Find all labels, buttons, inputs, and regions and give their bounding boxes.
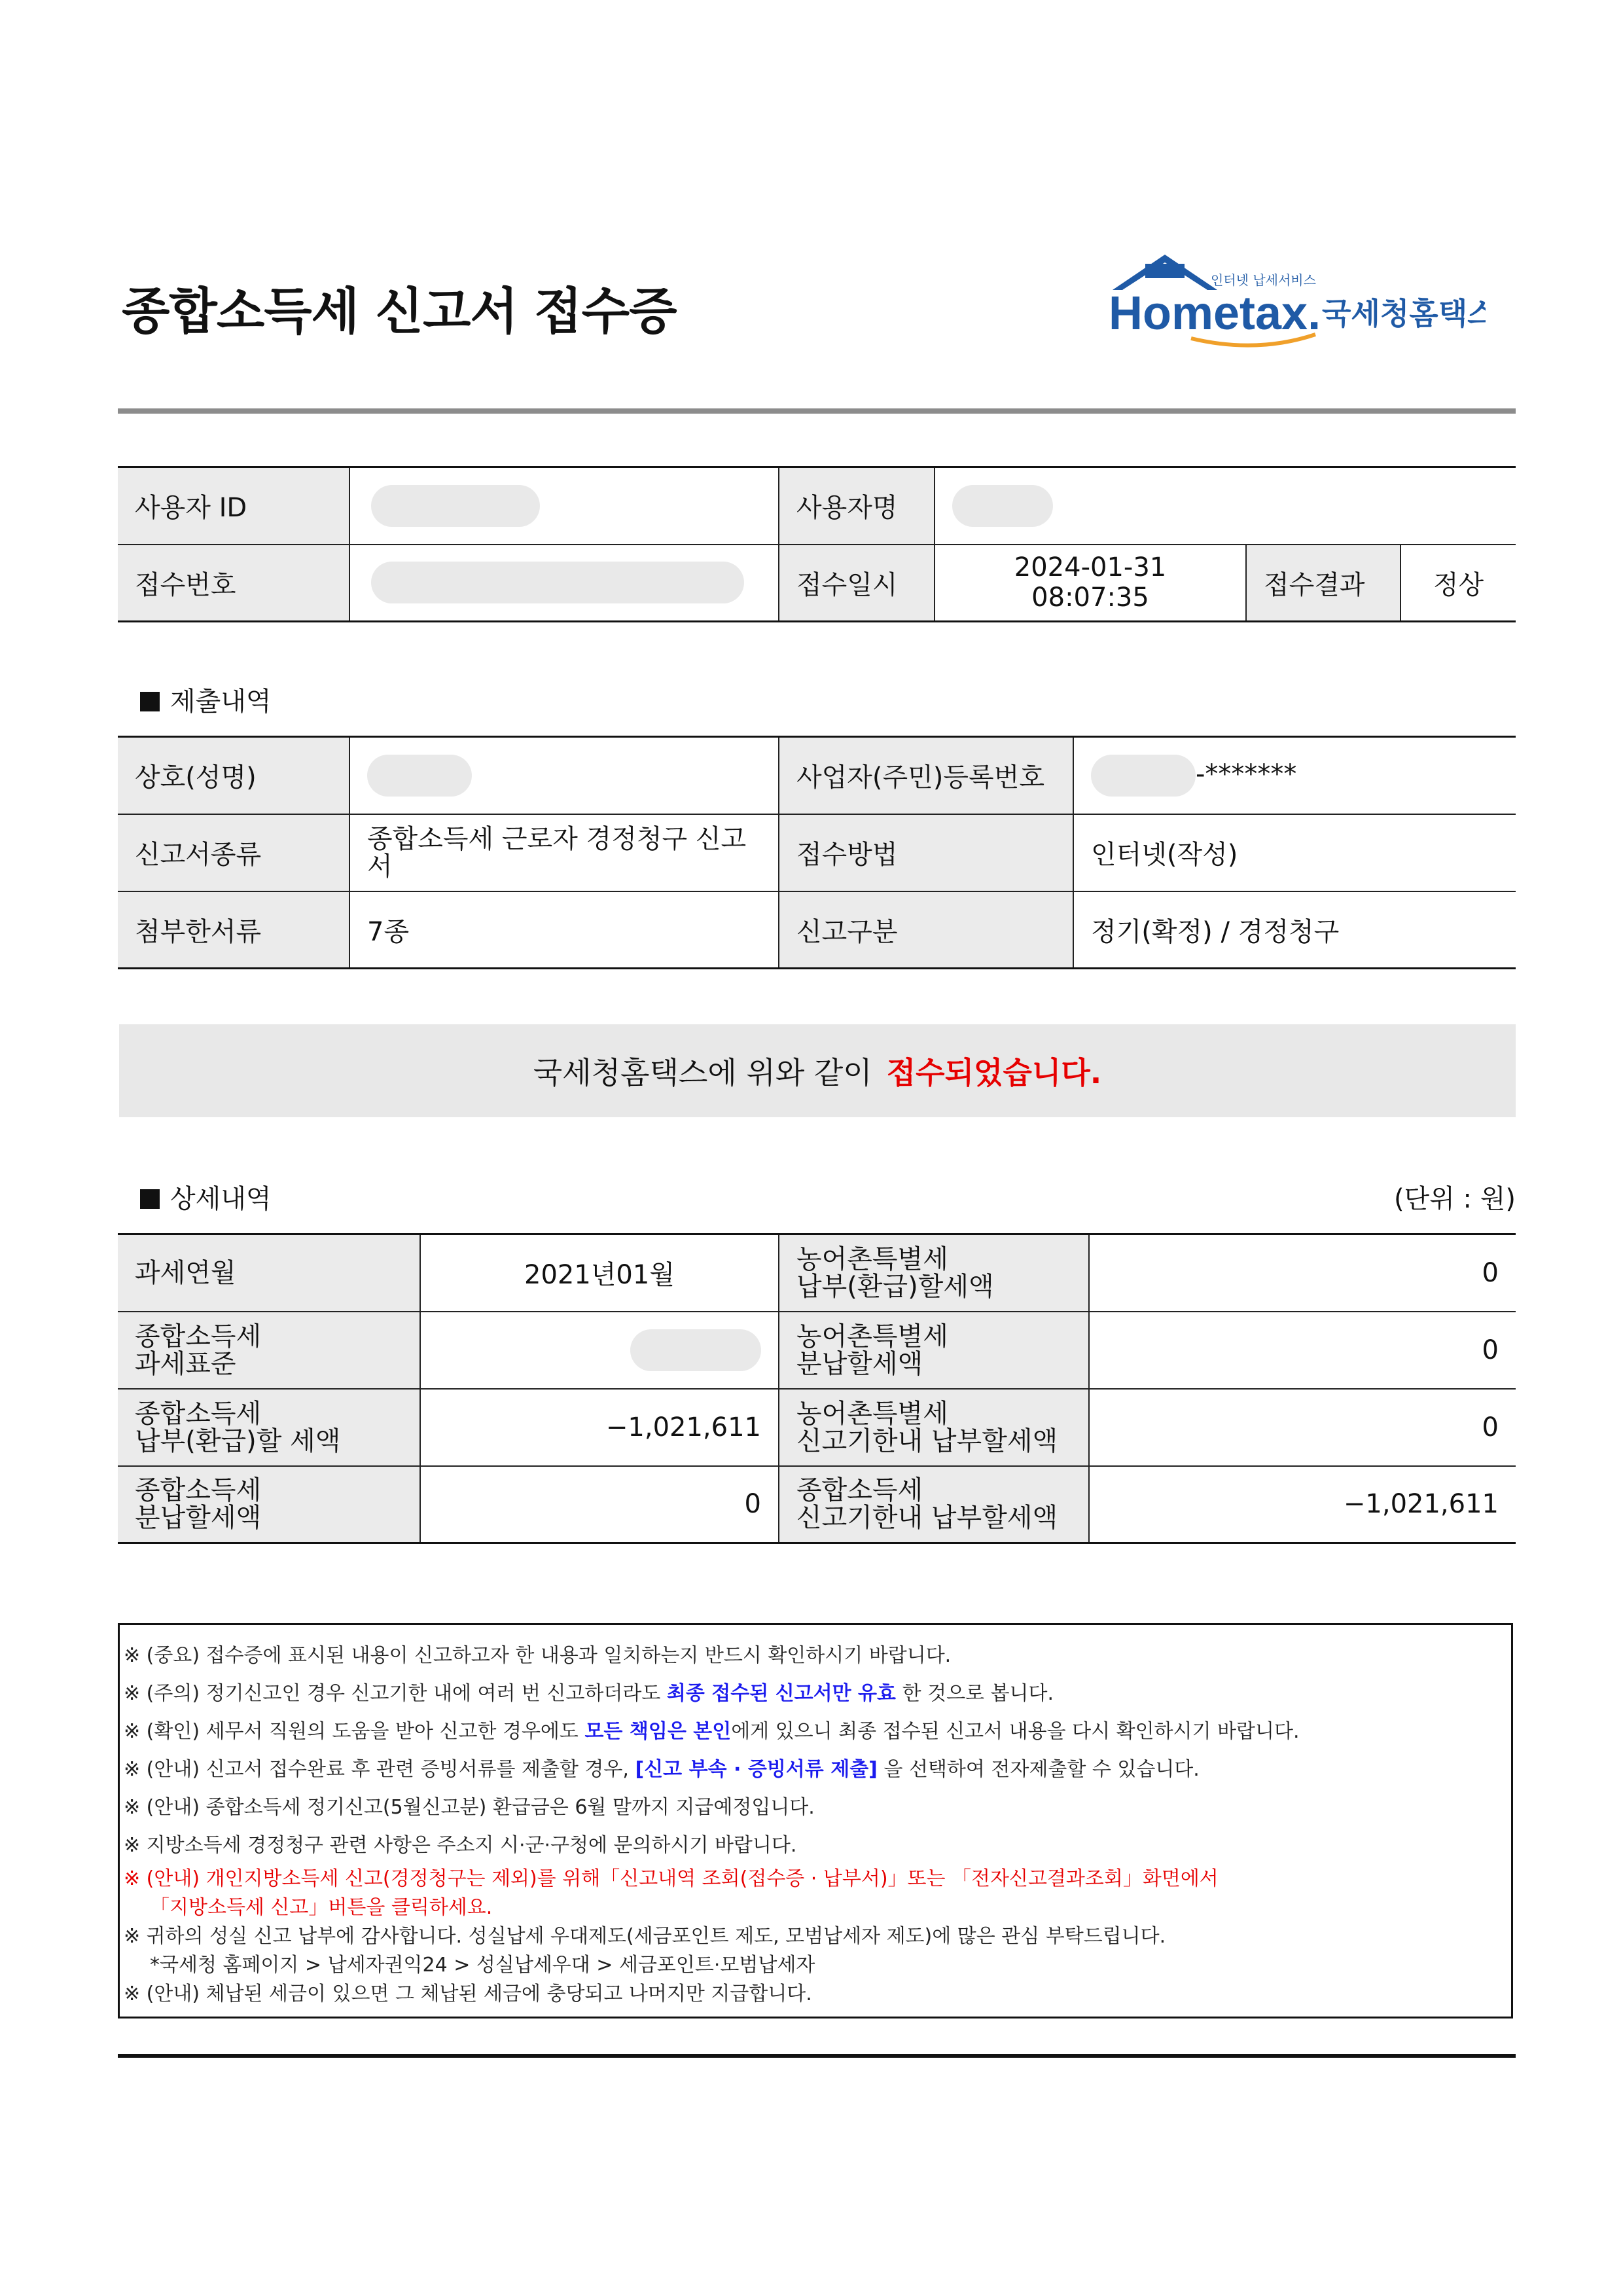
logo-main-text: Hometax.	[1109, 287, 1321, 340]
attachments-label: 첨부한서류	[118, 891, 349, 969]
notice-line-3: ※ (확인) 세무서 직원의 도움을 받아 신고한 경우에도 모든 책임은 본인에게 있으니 최종 접수된 신고서 내용을 다시 확인하시기 바랍니다.	[124, 1720, 1300, 1743]
notice-line-8-cont: *국세청 홈페이지 > 납세자권익24 > 성실납세우대 > 세금포인트·모범납세자	[150, 1954, 815, 1977]
logo-org-name: 국세청홈택스	[1322, 296, 1486, 331]
notice-line-2: ※ (주의) 정기신고인 경우 신고기한 내에 여러 번 신고하더라도 최종 접수된 신고서만 유효 한 것으로 봅니다.	[124, 1682, 1054, 1705]
notice-line-7: ※ (안내) 개인지방소득세 신고(경정청구는 제외)를 위해「신고내역 조회(접수증 · 납부서)」또는 「전자신고결과조회」화면에서	[124, 1867, 1219, 1890]
detail-value-rural-tax-payable: 0	[1089, 1234, 1516, 1312]
detail-label-tax-base: 종합소득세 과세표준	[118, 1312, 420, 1389]
notice-line-1: ※ (중요) 접수증에 표시된 내용이 신고하고자 한 내용과 일치하는지 반드시 확인하시기 바랍니다.	[124, 1644, 952, 1667]
notice-line-9: ※ (안내) 체납된 세금이 있으면 그 체납된 세금에 충당되고 나머지만 지급합니다.	[124, 1982, 812, 2005]
receipt-result-label: 접수결과	[1246, 545, 1400, 622]
form-type-label: 신고서종류	[118, 814, 349, 891]
hometax-logo	[1106, 252, 1486, 350]
receipt-date-value: 2024-01-31 08:07:35	[935, 545, 1246, 622]
logo-tagline: 인터넷 납세서비스	[1211, 272, 1316, 288]
banner-highlight: 접수되었습니다.	[886, 1055, 1102, 1090]
filing-category-label: 신고구분	[779, 891, 1073, 969]
redacted-user-name	[952, 485, 1053, 527]
detail-label-rural-tax-payable: 농어촌특별세 납부(환급)할세액	[779, 1234, 1089, 1312]
redacted-registration-number	[1091, 755, 1196, 797]
page-title: 종합소득세 신고서 접수증	[122, 282, 677, 340]
user-name-value	[935, 467, 1516, 545]
detail-value-tax-period: 2021년01월	[420, 1234, 779, 1312]
notice-line-4: ※ (안내) 신고서 접수완료 후 관련 증빙서류를 제출할 경우, [신고 부속 · 증빙서류 제출] 을 선택하여 전자제출할 수 있습니다.	[124, 1758, 1200, 1781]
redacted-company-name	[367, 755, 472, 797]
submission-method-label: 접수방법	[779, 814, 1073, 891]
notice-box	[118, 1623, 1513, 2018]
bottom-divider	[118, 2054, 1516, 2058]
notice-line-7-cont: 「지방소득세 신고」버튼을 클릭하세요.	[150, 1896, 493, 1919]
detail-label-income-tax-installment: 종합소득세 분납할세액	[118, 1466, 420, 1543]
submission-method-value: 인터넷(작성)	[1073, 814, 1516, 891]
redacted-receipt-number	[371, 562, 744, 603]
detail-value-income-tax-deadline: −1,021,611	[1089, 1466, 1516, 1543]
receipt-number-value	[349, 545, 779, 622]
square-bullet-icon	[140, 1189, 160, 1209]
detail-label-tax-period: 과세연월	[118, 1234, 420, 1312]
details-table	[118, 1233, 1516, 1544]
redacted-user-id	[371, 485, 540, 527]
receipt-number-label: 접수번호	[118, 545, 349, 622]
top-divider	[118, 408, 1516, 414]
receipt-result-value: 정상	[1400, 545, 1516, 622]
notice-line-8: ※ 귀하의 성실 신고 납부에 감사합니다. 성실납세 우대제도(세금포인트 제도, 모범납세자 제도)에 많은 관심 부탁드립니다.	[124, 1925, 1166, 1948]
details-heading	[140, 1178, 272, 1215]
filing-category-value: 정기(확정) / 경정청구	[1073, 891, 1516, 969]
form-type-value: 종합소득세 근로자 경정청구 신고서	[349, 814, 779, 891]
submission-heading	[140, 681, 272, 718]
receipt-confirmation-banner	[119, 1024, 1516, 1117]
unit-note: (단위 : 원)	[1393, 1184, 1516, 1214]
detail-value-rural-tax-deadline: 0	[1089, 1389, 1516, 1466]
detail-value-income-tax-installment: 0	[420, 1466, 779, 1543]
detail-label-rural-tax-installment: 농어촌특별세 분납할세액	[779, 1312, 1089, 1389]
submission-table	[118, 736, 1516, 969]
square-bullet-icon	[140, 692, 160, 711]
notice-line-6: ※ 지방소득세 경정청구 관련 사항은 주소지 시·군·구청에 문의하시기 바랍니다.	[124, 1834, 797, 1857]
detail-value-income-tax-payable: −1,021,611	[420, 1389, 779, 1466]
company-name-value	[349, 737, 779, 814]
receipt-info-table	[118, 466, 1516, 622]
detail-value-rural-tax-installment: 0	[1089, 1312, 1516, 1389]
user-id-label: 사용자 ID	[118, 467, 349, 545]
receipt-date-label: 접수일시	[779, 545, 935, 622]
attachments-value: 7종	[349, 891, 779, 969]
banner-prefix: 국세청홈택스에 위와 같이	[533, 1055, 872, 1090]
registration-number-suffix: -*******	[1196, 759, 1297, 789]
user-name-label: 사용자명	[779, 467, 935, 545]
detail-label-income-tax-payable: 종합소득세 납부(환급)할 세액	[118, 1389, 420, 1466]
detail-label-rural-tax-deadline: 농어촌특별세 신고기한내 납부할세액	[779, 1389, 1089, 1466]
detail-label-income-tax-deadline: 종합소득세 신고기한내 납부할세액	[779, 1466, 1089, 1543]
registration-number-value	[1073, 737, 1516, 814]
company-name-label: 상호(성명)	[118, 737, 349, 814]
redacted-tax-base	[630, 1329, 761, 1371]
user-id-value	[349, 467, 779, 545]
submission-heading-text: 제출내역	[170, 687, 272, 717]
details-heading-text: 상세내역	[170, 1184, 272, 1214]
registration-number-label: 사업자(주민)등록번호	[779, 737, 1073, 814]
notice-line-5: ※ (안내) 종합소득세 정기신고(5월신고분) 환급금은 6월 말까지 지급예정입니다.	[124, 1796, 815, 1819]
detail-value-tax-base	[420, 1312, 779, 1389]
